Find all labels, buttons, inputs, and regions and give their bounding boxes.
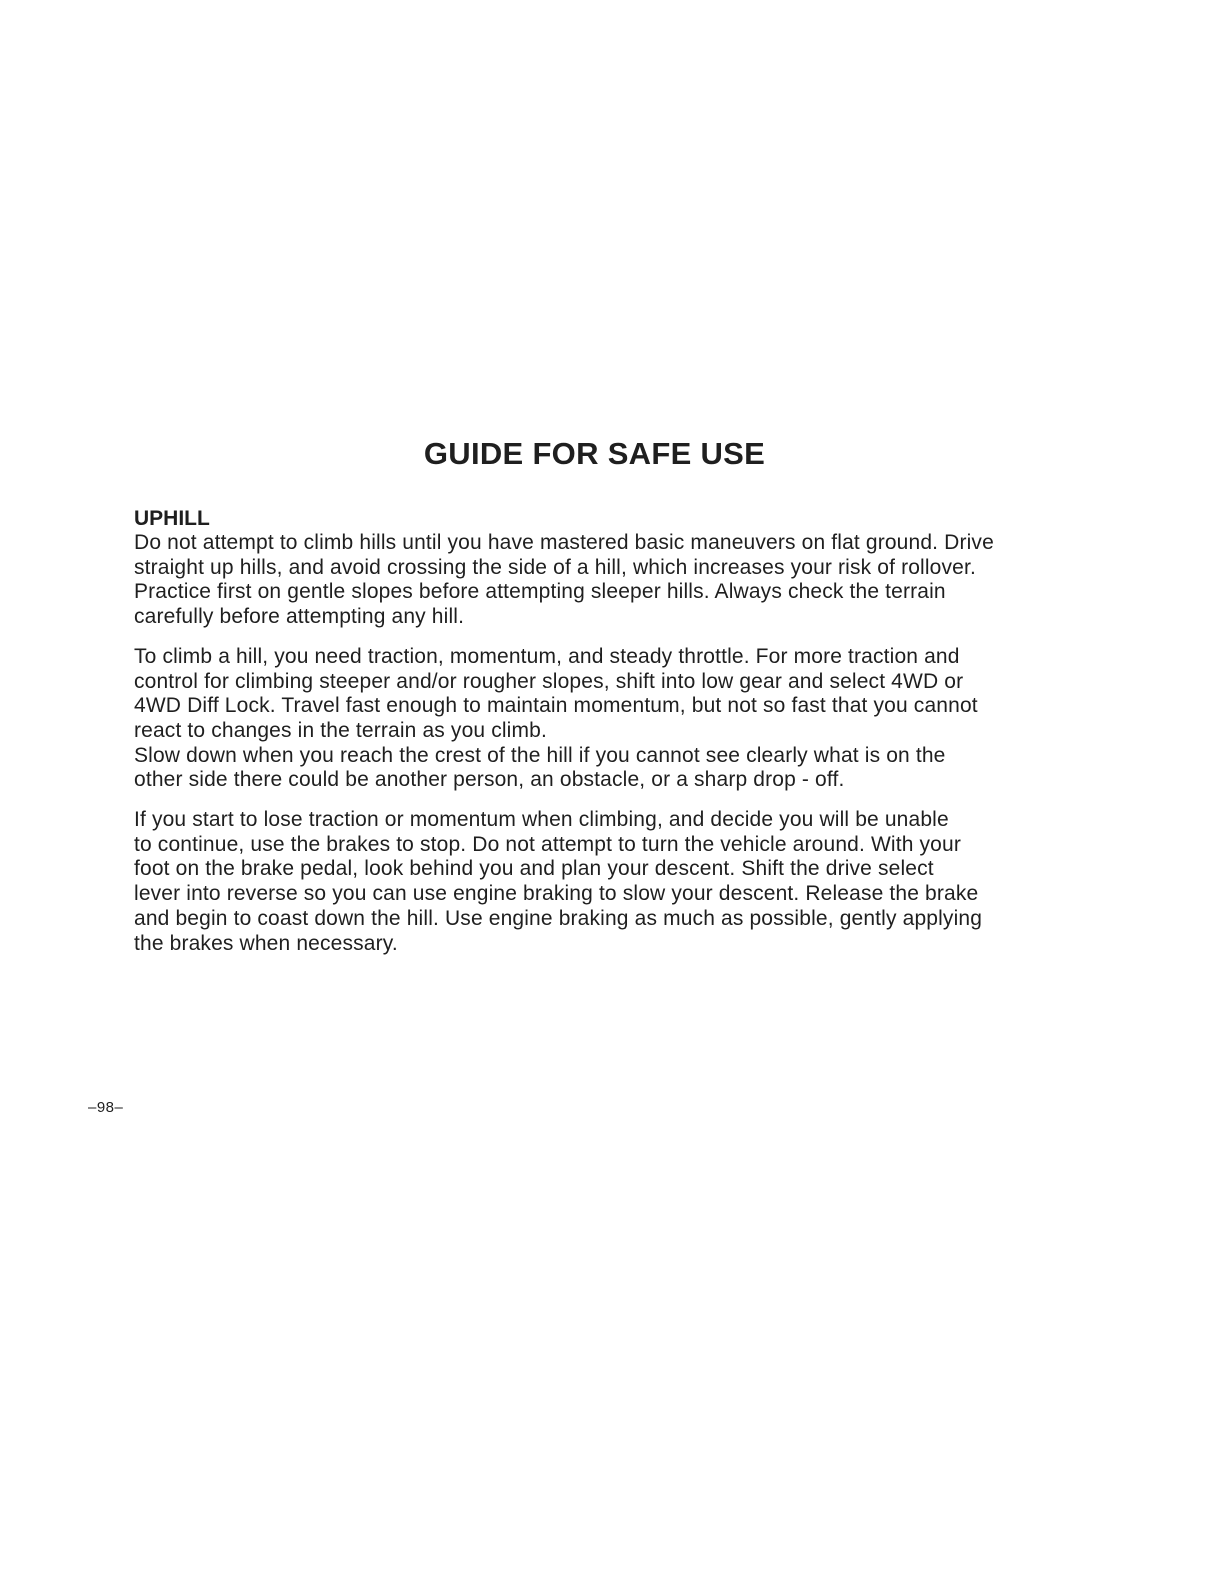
page-title: GUIDE FOR SAFE USE xyxy=(423,436,766,471)
text-line: Slow down when you reach the crest of the hill if you cannot see clearly what is on the xyxy=(134,743,946,767)
text-line: to continue, use the brakes to stop. Do not attempt to turn the vehicle around. With your xyxy=(134,832,961,856)
text-line: 4WD Diff Lock. Travel fast enough to maintain momentum, but not so fast that you cannot xyxy=(134,694,978,718)
text-line: other side there could be another person, an obstacle, or a sharp drop - off. xyxy=(134,768,845,792)
paragraph-1 xyxy=(134,531,1104,630)
text-line: the brakes when necessary. xyxy=(134,931,398,955)
text-line: lever into reverse so you can use engine braking to slow your descent. Release the brake xyxy=(134,882,979,906)
paragraph-2 xyxy=(134,645,1104,744)
text-line: and begin to coast down the hill. Use engine braking as much as possible, gently applying xyxy=(134,906,983,930)
section-uphill xyxy=(134,507,1104,971)
text-line: To climb a hill, you need traction, momentum, and steady throttle. For more traction and xyxy=(134,644,960,668)
text-line: Do not attempt to climb hills until you have mastered basic maneuvers on flat ground. Drive xyxy=(134,531,994,554)
text-line: react to changes in the terrain as you climb. xyxy=(134,718,547,742)
text-line: Practice first on gentle slopes before attempting sleeper hills. Always check the terrain xyxy=(134,580,946,604)
text-line: control for climbing steeper and/or rougher slopes, shift into low gear and select 4WD or xyxy=(134,669,964,693)
page-number: –98– xyxy=(88,1099,124,1116)
section-heading: UPHILL xyxy=(134,507,210,530)
paragraph-4 xyxy=(134,808,1104,956)
text-line: carefully before attempting any hill. xyxy=(134,605,465,629)
paragraph-3 xyxy=(134,744,1104,793)
text-line: foot on the brake pedal, look behind you and plan your descent. Shift the drive select xyxy=(134,857,934,881)
text-line: straight up hills, and avoid crossing the side of a hill, which increases your risk of rollover. xyxy=(134,555,976,579)
text-line: If you start to lose traction or momentum when climbing, and decide you will be unable xyxy=(134,808,949,832)
